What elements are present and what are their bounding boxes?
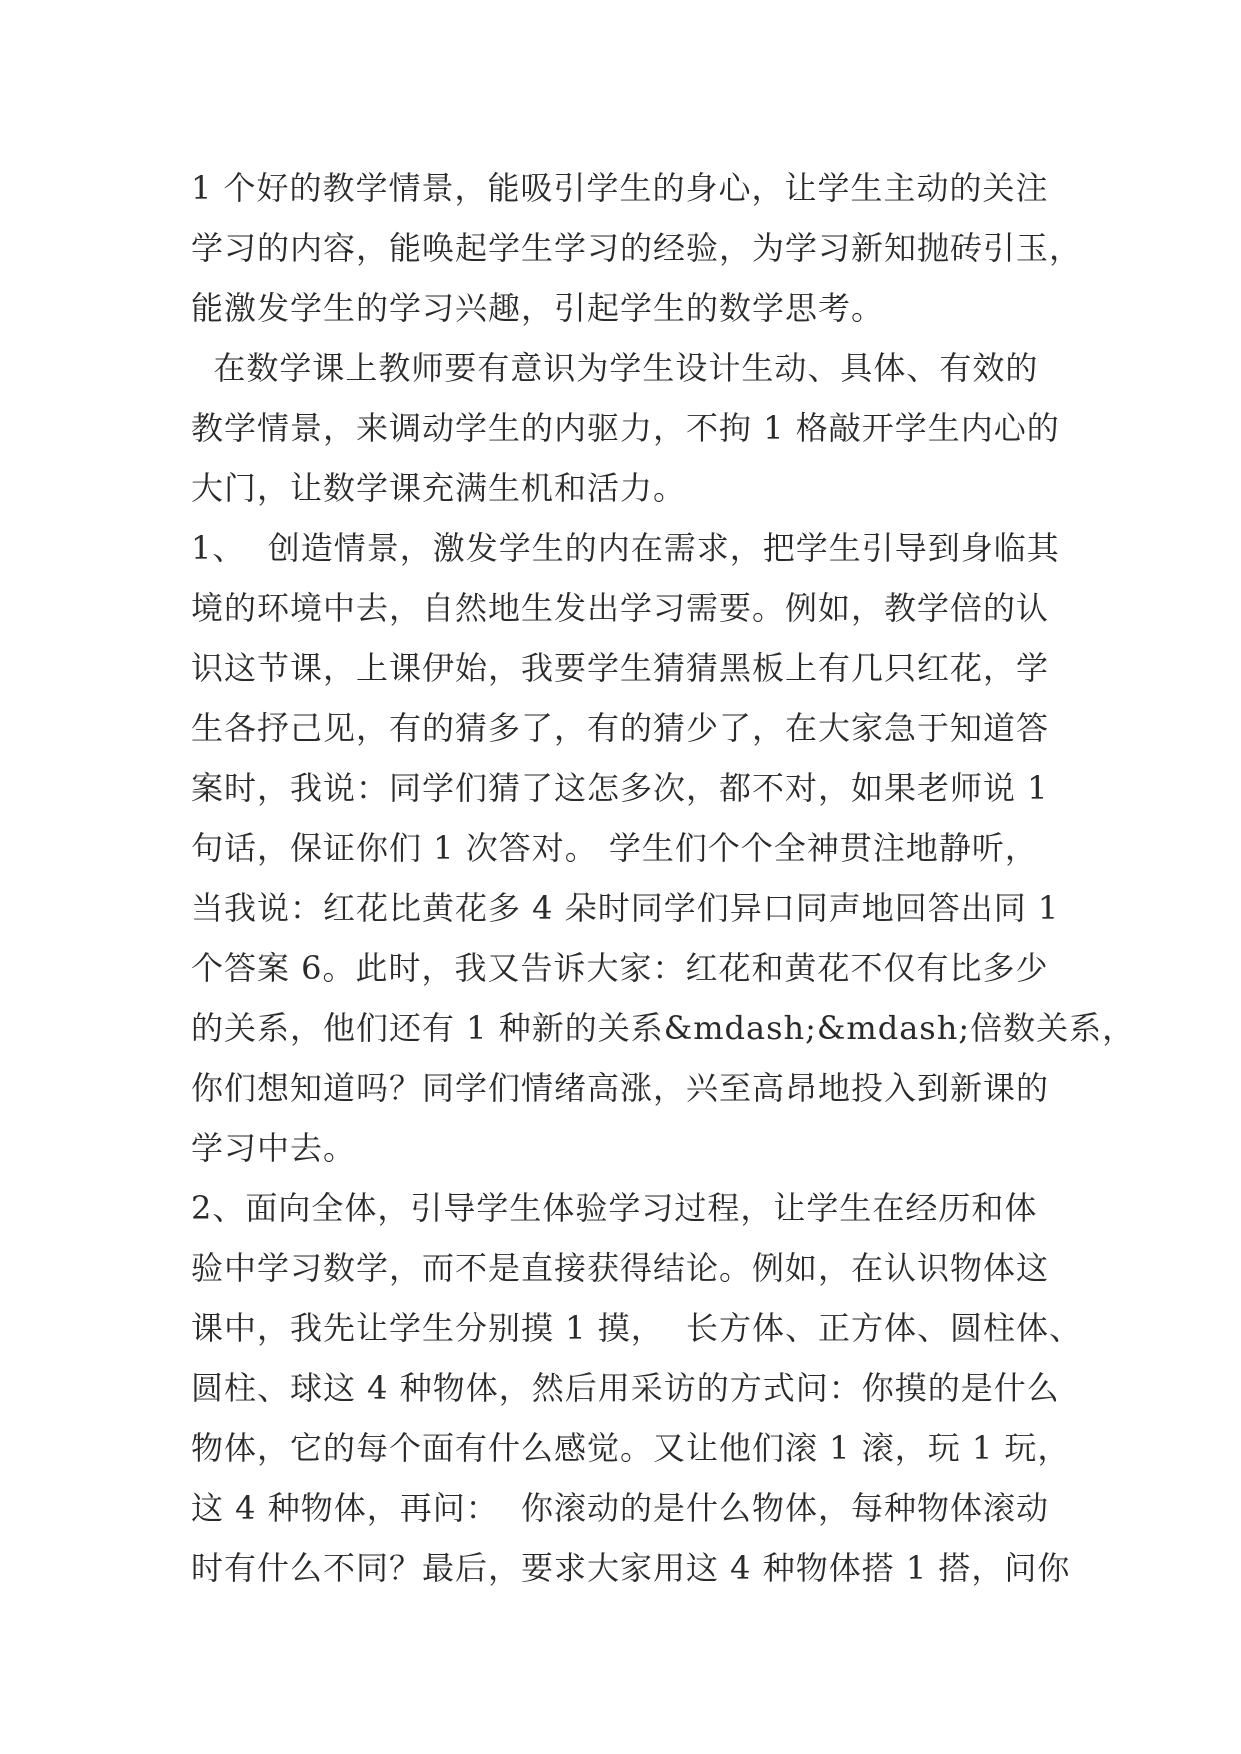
text-line: 圆柱、球这 4 种物体，然后用采访的方式问：你摸的是什么 <box>191 1369 1060 1407</box>
text-line: 1、 创造情景，激发学生的内在需求，把学生引导到身临其 <box>191 529 1060 567</box>
text-line: 你们想知道吗？同学们情绪高涨，兴至高昂地投入到新课的 <box>191 1069 1050 1107</box>
text-line: 案时，我说：同学们猜了这怎多次，都不对，如果老师说 1 <box>191 769 1049 807</box>
text-line: 1 个好的教学情景，能吸引学生的身心，让学生主动的关注 <box>191 169 1049 207</box>
text-line: 物体，它的每个面有什么感觉。又让他们滚 1 滚，玩 1 玩， <box>191 1429 1071 1467</box>
text-line: 教学情景，来调动学生的内驱力，不拘 1 格敲开学生内心的 <box>191 409 1060 447</box>
body-text <box>191 158 1136 1598</box>
text-line: 的关系，他们还有 1 种新的关系&mdash;&mdash;倍数关系， <box>191 1009 1136 1047</box>
text-line: 2、面向全体，引导学生体验学习过程，让学生在经历和体 <box>191 1189 1038 1227</box>
text-line: 这 4 种物体，再问： 你滚动的是什么物体，每种物体滚动 <box>191 1489 1050 1527</box>
text-line: 学习的内容，能唤起学生学习的经验，为学习新知抛砖引玉， <box>191 229 1083 267</box>
text-line: 句话，保证你们 1 次答对。 学生们个个全神贯注地静听， <box>191 829 1038 867</box>
text-line: 能激发学生的学习兴趣，引起学生的数学思考。 <box>191 289 885 327</box>
text-line: 生各抒己见，有的猜多了，有的猜少了，在大家急于知道答 <box>191 709 1050 747</box>
text-line: 境的环境中去，自然地生发出学习需要。例如，教学倍的认 <box>191 589 1050 627</box>
text-line: 大门，让数学课充满生机和活力。 <box>191 469 687 507</box>
text-line: 个答案 6。此时，我又告诉大家：红花和黄花不仅有比多少 <box>191 949 1049 987</box>
text-line: 时有什么不同？最后，要求大家用这 4 种物体搭 1 搭，问你 <box>191 1549 1071 1587</box>
text-line: 识这节课，上课伊始，我要学生猜猜黑板上有几只红花，学 <box>191 649 1050 687</box>
text-line: 学习中去。 <box>191 1129 357 1167</box>
text-line: 课中，我先让学生分别摸 1 摸， 长方体、正方体、圆柱体、 <box>191 1309 1083 1347</box>
text-line: 验中学习数学，而不是直接获得结论。例如，在认识物体这 <box>191 1249 1050 1287</box>
text-line: 在数学课上教师要有意识为学生设计生动、具体、有效的 <box>191 349 1039 387</box>
text-line: 当我说：红花比黄花多 4 朵时同学们异口同声地回答出同 1 <box>191 889 1060 927</box>
